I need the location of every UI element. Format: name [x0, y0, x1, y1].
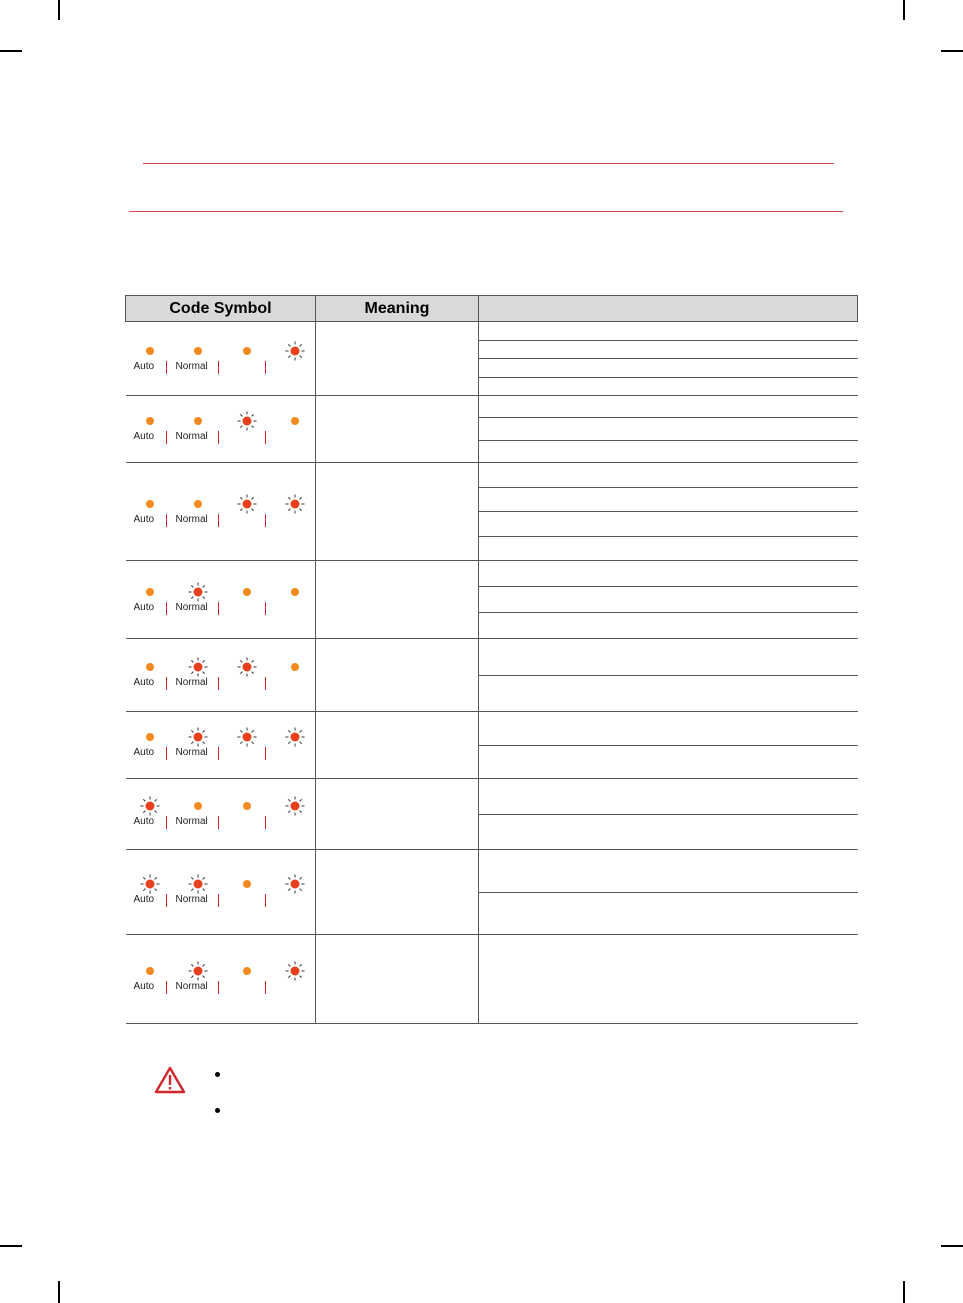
code-symbol-cell [126, 561, 316, 639]
detail-cell [479, 639, 858, 712]
detail-subrow [479, 359, 858, 378]
table-row [126, 935, 858, 1024]
indicator-separator [265, 677, 266, 690]
detail-subrow [479, 935, 858, 1023]
indicator-separator [265, 747, 266, 760]
detail-subrow [479, 488, 858, 513]
indicator-label: Normal [175, 816, 208, 827]
indicator-label: Auto [133, 360, 155, 372]
lamp-blinking-icon [188, 657, 208, 677]
lamp-on-icon [188, 411, 208, 431]
indicator-label: Normal [175, 513, 208, 525]
crop-mark [941, 50, 963, 52]
indicator-separator [265, 816, 266, 829]
lamp-on-icon [237, 961, 257, 981]
indicator-label: Auto [133, 601, 155, 613]
meaning-cell [316, 561, 479, 639]
code-symbol-cell [126, 463, 316, 561]
table-header-row [126, 296, 858, 322]
table-row [126, 639, 858, 712]
lamp-on-icon [285, 657, 305, 677]
lamp-on-icon [237, 796, 257, 816]
indicator-separator [166, 677, 167, 690]
detail-subrow [479, 779, 858, 815]
lamp-on-icon [285, 411, 305, 431]
lamp-blinking-icon [285, 961, 305, 981]
code-symbol-cell [126, 396, 316, 463]
code-symbol-cell [126, 322, 316, 396]
indicator-label: Auto [133, 747, 155, 758]
indicator-label: Normal [175, 601, 208, 613]
table-row [126, 561, 858, 639]
indicator-separator [166, 894, 167, 907]
indicator-separator [265, 894, 266, 907]
lamp-blinking-icon [188, 727, 208, 747]
indicator-separator [166, 602, 167, 615]
indicator-separator [166, 816, 167, 829]
detail-subrow [479, 587, 858, 613]
indicator-panel [132, 655, 310, 695]
code-symbol-cell [126, 712, 316, 779]
lamp-blinking-icon [188, 961, 208, 981]
header-rule [129, 211, 843, 212]
code-symbol-cell [126, 850, 316, 935]
indicator-separator [166, 747, 167, 760]
table-row [126, 850, 858, 935]
detail-subrow [479, 850, 858, 893]
crop-mark [58, 1281, 60, 1303]
indicator-separator [218, 514, 219, 527]
indicator-separator [218, 894, 219, 907]
indicator-separator [166, 361, 167, 374]
meaning-cell [316, 935, 479, 1024]
detail-cell [479, 712, 858, 779]
table-row [126, 779, 858, 850]
lamp-blinking-icon [140, 796, 160, 816]
lamp-on-icon [188, 494, 208, 514]
indicator-label: Normal [175, 677, 208, 688]
indicator-panel [132, 409, 310, 449]
lamp-on-icon [140, 494, 160, 514]
indicator-separator [265, 514, 266, 527]
detail-cell [479, 561, 858, 639]
indicator-label: Auto [133, 981, 155, 992]
indicator-label: Auto [133, 894, 155, 905]
indicator-label: Auto [133, 513, 155, 525]
indicator-separator [218, 431, 219, 444]
lamp-blinking-icon [285, 796, 305, 816]
table-row [126, 463, 858, 561]
crop-mark [0, 1245, 22, 1247]
lamp-on-icon [140, 411, 160, 431]
detail-subrow [479, 396, 858, 418]
lamp-blinking-icon [285, 494, 305, 514]
indicator-panel [132, 492, 310, 532]
lamp-blinking-icon [285, 874, 305, 894]
lamp-on-icon [237, 874, 257, 894]
indicator-panel [132, 339, 310, 379]
indicator-separator [218, 677, 219, 690]
indicator-separator [166, 981, 167, 994]
indicator-separator [166, 514, 167, 527]
indicator-panel [132, 725, 310, 765]
table-row [126, 396, 858, 463]
crop-mark [903, 0, 905, 20]
detail-subrow [479, 418, 858, 440]
meaning-cell [316, 850, 479, 935]
meaning-cell [316, 322, 479, 396]
indicator-separator [218, 747, 219, 760]
indicator-separator [166, 431, 167, 444]
meaning-cell [316, 396, 479, 463]
lamp-blinking-icon [285, 727, 305, 747]
indicator-label: Normal [175, 981, 208, 992]
indicator-panel [132, 794, 310, 834]
detail-subrow [479, 441, 858, 462]
detail-cell [479, 850, 858, 935]
bullet-point [215, 1072, 220, 1077]
detail-subrow [479, 463, 858, 488]
indicator-panel [132, 959, 310, 999]
indicator-separator [218, 602, 219, 615]
lamp-on-icon [140, 961, 160, 981]
detail-cell [479, 322, 858, 396]
code-symbol-cell [126, 935, 316, 1024]
detail-subrow [479, 893, 858, 935]
header-rule [143, 163, 834, 164]
indicator-label: Auto [133, 816, 155, 827]
header-third [479, 296, 858, 322]
lamp-blinking-icon [237, 411, 257, 431]
code-symbol-cell [126, 639, 316, 712]
meaning-cell [316, 639, 479, 712]
detail-subrow [479, 322, 858, 341]
indicator-separator [265, 981, 266, 994]
detail-subrow [479, 512, 858, 537]
lamp-on-icon [285, 582, 305, 602]
crop-mark [58, 0, 60, 20]
lamp-on-icon [237, 582, 257, 602]
indicator-label: Auto [133, 431, 155, 442]
detail-subrow [479, 712, 858, 746]
indicator-label: Normal [175, 747, 208, 758]
lamp-on-icon [188, 341, 208, 361]
indicator-label: Normal [175, 894, 208, 905]
detail-subrow [479, 746, 858, 779]
indicator-label: Normal [175, 360, 208, 372]
lamp-blinking-icon [237, 657, 257, 677]
table-row [126, 322, 858, 396]
lamp-blinking-icon [285, 341, 305, 361]
detail-cell [479, 463, 858, 561]
indicator-separator [265, 431, 266, 444]
lamp-on-icon [140, 727, 160, 747]
lamp-on-icon [188, 796, 208, 816]
lamp-blinking-icon [237, 494, 257, 514]
detail-subrow [479, 378, 858, 396]
detail-subrow [479, 613, 858, 638]
meaning-cell [316, 712, 479, 779]
crop-mark [903, 1281, 905, 1303]
detail-cell [479, 396, 858, 463]
detail-subrow [479, 815, 858, 850]
detail-subrow [479, 561, 858, 587]
indicator-separator [265, 361, 266, 374]
detail-subrow [479, 639, 858, 676]
code-symbol-cell [126, 779, 316, 850]
crop-mark [0, 50, 22, 52]
indicator-separator [265, 602, 266, 615]
lamp-on-icon [140, 582, 160, 602]
header-meaning: Meaning [316, 296, 479, 322]
lamp-blinking-icon [188, 874, 208, 894]
detail-subrow [479, 341, 858, 360]
meaning-cell [316, 779, 479, 850]
crop-mark [941, 1245, 963, 1247]
lamp-on-icon [140, 657, 160, 677]
indicator-panel [132, 580, 310, 620]
lamp-blinking-icon [237, 727, 257, 747]
detail-subrow [479, 537, 858, 561]
indicator-label: Normal [175, 431, 208, 442]
indicator-label: Auto [133, 677, 155, 688]
indicator-separator [218, 361, 219, 374]
lamp-blinking-icon [140, 874, 160, 894]
lamp-on-icon [140, 341, 160, 361]
bullet-point [215, 1108, 220, 1113]
indicator-separator [218, 816, 219, 829]
lamp-on-icon [237, 341, 257, 361]
indicator-panel [132, 872, 310, 912]
table-row [126, 712, 858, 779]
warning-triangle-icon [154, 1066, 186, 1094]
meaning-cell [316, 463, 479, 561]
indicator-separator [218, 981, 219, 994]
header-code-symbol: Code Symbol [126, 296, 316, 322]
detail-subrow [479, 676, 858, 712]
error-code-table [125, 295, 858, 1024]
detail-cell [479, 935, 858, 1024]
detail-cell [479, 779, 858, 850]
lamp-blinking-icon [188, 582, 208, 602]
